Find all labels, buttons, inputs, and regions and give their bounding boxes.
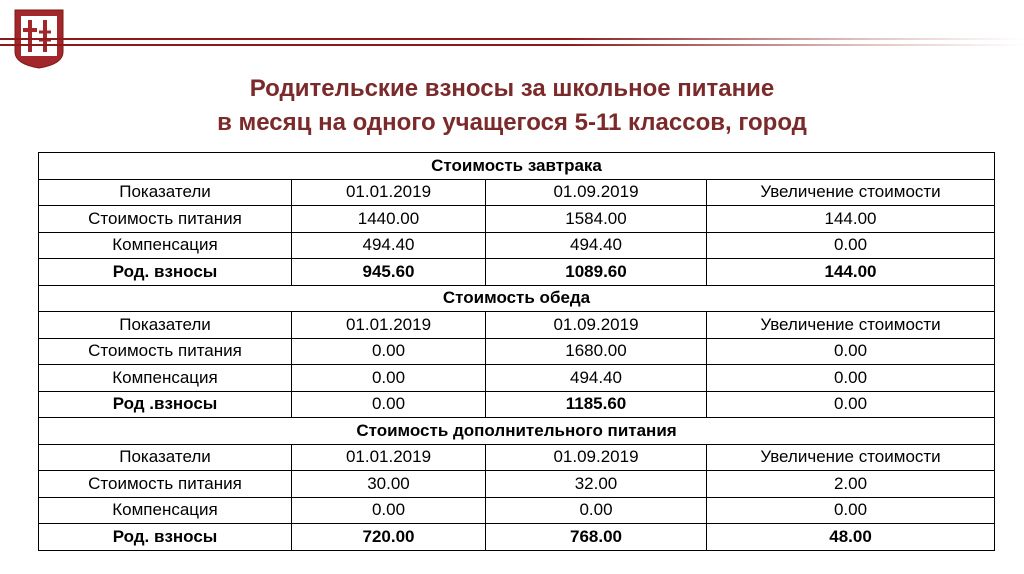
header-cell: 01.09.2019: [486, 444, 707, 471]
section-row-lunch: [39, 285, 995, 312]
table-cell: 494.40: [486, 232, 707, 259]
table-cell: Стоимость питания: [39, 338, 292, 365]
page-title-line-1: Родительские взносы за школьное питание: [249, 75, 775, 102]
table-row: [39, 338, 995, 365]
table-cell: 720.00: [292, 524, 486, 551]
table-cell: Род. взносы: [39, 524, 292, 551]
table-cell: 768.00: [486, 524, 707, 551]
table-cell: 48.00: [707, 524, 995, 551]
table-cell: 1089.60: [486, 259, 707, 286]
header-cell: Увеличение стоимости: [707, 179, 995, 206]
table-cell: 144.00: [707, 206, 995, 233]
table-row-total: [39, 259, 995, 286]
table-row: [39, 206, 995, 233]
header-rule-bottom: [0, 44, 1024, 46]
table-cell: Компенсация: [39, 365, 292, 392]
table-cell: 0.00: [707, 497, 995, 524]
table-cell: Компенсация: [39, 497, 292, 524]
table-cell: 494.40: [486, 365, 707, 392]
table-cell: 0.00: [707, 365, 995, 392]
table-cell: 494.40: [292, 232, 486, 259]
header-cell: Увеличение стоимости: [707, 444, 995, 471]
header-cell: 01.01.2019: [292, 312, 486, 339]
table-cell: 0.00: [292, 391, 486, 418]
section-title: Стоимость обеда: [39, 285, 995, 312]
table-header-row: [39, 312, 995, 339]
section-title: Стоимость дополнительного питания: [39, 418, 995, 445]
header-cell: Показатели: [39, 312, 292, 339]
table-cell: 0.00: [292, 365, 486, 392]
table-row: [39, 232, 995, 259]
table-cell: 144.00: [707, 259, 995, 286]
header-cell: Показатели: [39, 444, 292, 471]
table-cell: 1440.00: [292, 206, 486, 233]
table-cell: 32.00: [486, 471, 707, 498]
page-title-line-2: в месяц на одного учащегося 5-11 классов, город: [217, 109, 807, 136]
table-cell: 1680.00: [486, 338, 707, 365]
header-cell: 01.09.2019: [486, 312, 707, 339]
table-cell: 1584.00: [486, 206, 707, 233]
table-cell: Стоимость питания: [39, 206, 292, 233]
table-cell: 945.60: [292, 259, 486, 286]
table-cell: 0.00: [707, 338, 995, 365]
table-row: [39, 365, 995, 392]
table-row-total: [39, 391, 995, 418]
table-header-row: [39, 179, 995, 206]
page-title: [0, 72, 1024, 140]
section-row-breakfast: [39, 153, 995, 180]
table-cell: Род. взносы: [39, 259, 292, 286]
table-cell: 0.00: [292, 338, 486, 365]
table-header-row: [39, 444, 995, 471]
table-cell: Стоимость питания: [39, 471, 292, 498]
header-cell: Показатели: [39, 179, 292, 206]
section-row-extra: [39, 418, 995, 445]
table-row: [39, 497, 995, 524]
table-cell: 0.00: [486, 497, 707, 524]
table-row-total: [39, 524, 995, 551]
header-cell: 01.01.2019: [292, 444, 486, 471]
header-cell: 01.09.2019: [486, 179, 707, 206]
header-rule-top: [0, 38, 1024, 40]
section-title: Стоимость завтрака: [39, 153, 995, 180]
table-cell: Компенсация: [39, 232, 292, 259]
table-cell: Род .взносы: [39, 391, 292, 418]
header-cell: Увеличение стоимости: [707, 312, 995, 339]
table-cell: 30.00: [292, 471, 486, 498]
table-cell: 2.00: [707, 471, 995, 498]
table-cell: 1185.60: [486, 391, 707, 418]
fees-table: [38, 152, 995, 551]
header-cell: 01.01.2019: [292, 179, 486, 206]
table-row: [39, 471, 995, 498]
table-cell: 0.00: [292, 497, 486, 524]
table-cell: 0.00: [707, 232, 995, 259]
table-cell: 0.00: [707, 391, 995, 418]
